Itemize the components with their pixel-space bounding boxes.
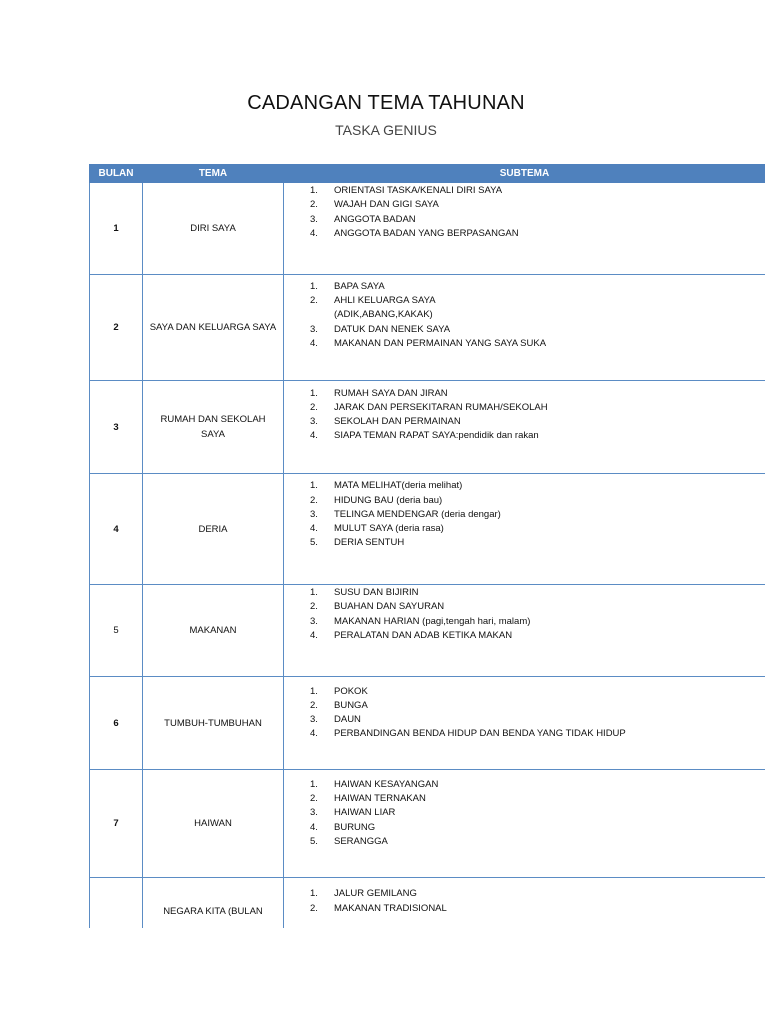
subtema-number: 4. [310,629,318,641]
subtema-number: 1. [310,685,318,697]
cell-tema [143,878,284,929]
subtema-item [310,280,765,294]
cell-subtema [284,474,766,585]
subtema-number: 2. [310,699,318,711]
subtema-item [310,586,765,600]
theme-table-container [89,164,765,928]
subtema-text: MATA MELIHAT(deria melihat) [334,480,463,492]
document-title: CADANGAN TEMA TAHUNAN [247,92,525,114]
theme-table [89,164,765,928]
cell-bulan: 3 [90,381,143,474]
subtema-text: DERIA SENTUH [334,537,405,549]
subtema-number: 3. [310,416,318,427]
subtema-number: 4. [310,430,318,442]
subtema-text: HIDUNG BAU (deria bau) [334,494,443,506]
table-row [90,770,766,878]
cell-bulan: 6 [90,677,143,770]
subtema-number: 4. [310,337,318,349]
document-subtitle: TASKA GENIUS [335,122,437,138]
subtema-text: ORIENTASI TASKA/KENALI DIRI SAYA [334,185,503,197]
subtema-list [310,184,765,241]
subtema-text: DATUK DAN NENEK SAYA [334,323,451,335]
subtema-number: 3. [310,508,318,520]
subtema-item [310,727,765,741]
header-tema: TEMA [143,165,284,183]
tema-label: TUMBUH-TUMBUHAN [164,717,262,729]
subtema-number: 2. [310,199,318,211]
subtema-text: SIAPA TEMAN RAPAT SAYA:pendidik dan rakan [334,430,539,442]
subtema-item [310,479,765,493]
cell-bulan: 5 [90,585,143,677]
subtema-text: BUNGA [334,699,368,711]
cell-subtema [284,585,766,677]
subtema-item [310,713,765,727]
subtema-item [310,522,765,536]
table-row [90,585,766,677]
cell-tema [143,585,284,677]
cell-tema [143,677,284,770]
table-header-row [90,165,766,183]
subtema-item [310,213,765,227]
subtema-list [310,586,765,643]
tema-label: DERIA [198,523,228,535]
subtema-item [310,835,765,849]
table-row [90,474,766,585]
subtema-item [310,323,765,337]
subtema-item [310,184,765,198]
tema-label: MAKANAN [189,625,237,636]
subtema-text: ANGGOTA BADAN YANG BERPASANGAN [334,227,519,239]
subtema-number: 1. [310,480,318,492]
subtema-text: BUAHAN DAN SAYURAN [334,601,445,613]
subtema-text: PERBANDINGAN BENDA HIDUP DAN BENDA YANG TIDAK HIDUP [334,728,626,740]
cell-subtema [284,770,766,878]
subtema-text: TELINGA MENDENGAR (deria dengar) [334,508,501,520]
subtema-item [310,778,765,792]
subtema-text-continued: (ADIK,ABANG,KAKAK) [334,309,433,321]
subtema-text: HAIWAN LIAR [334,807,396,819]
subtema-number: 4. [310,227,318,239]
subtema-number: 2. [310,494,318,506]
subtema-text: MULUT SAYA (deria rasa) [334,523,444,535]
subtema-text: SERANGGA [334,835,388,847]
subtema-list [310,685,765,742]
header-subtema: SUBTEMA [284,165,766,183]
subtema-item [310,699,765,713]
subtema-text: MAKANAN TRADISIONAL [334,902,447,914]
table-row [90,183,766,275]
cell-bulan: 1 [90,183,143,275]
subtema-item [310,887,765,901]
cell-tema [143,275,284,381]
subtema-number: 2. [310,793,318,805]
subtema-list [310,387,765,444]
subtema-list [310,887,765,915]
header-bulan: BULAN [90,165,143,183]
subtema-number: 1. [310,888,318,900]
cell-subtema [284,878,766,929]
subtema-text: SEKOLAH DAN PERMAINAN [334,416,461,427]
tema-label: HAIWAN [194,818,232,829]
subtema-number: 5. [310,835,318,847]
cell-bulan: 7 [90,770,143,878]
subtema-item [310,415,765,429]
subtema-text: DAUN [334,714,361,725]
subtema-item [310,600,765,614]
subtema-item [310,294,765,322]
subtema-list [310,479,765,550]
subtema-number: 3. [310,213,318,225]
subtema-item [310,494,765,508]
subtema-number: 3. [310,615,318,627]
subtema-text: SUSU DAN BIJIRIN [334,587,419,599]
subtema-item [310,387,765,401]
cell-bulan: 2 [90,275,143,381]
tema-label: NEGARA KITA (BULAN [163,906,263,917]
cell-subtema [284,677,766,770]
subtema-number: 1. [310,778,318,790]
subtema-item [310,536,765,550]
tema-label: RUMAH DAN SEKOLAH SAYA [160,414,266,440]
subtema-text: RUMAH SAYA DAN JIRAN [334,387,448,399]
subtema-number: 4. [310,728,318,740]
table-row [90,878,766,929]
subtema-text: WAJAH DAN GIGI SAYA [334,199,439,211]
subtema-text: HAIWAN TERNAKAN [334,793,426,805]
subtema-item [310,792,765,806]
subtema-number: 2. [310,401,318,413]
subtema-item [310,227,765,241]
subtema-number: 3. [310,714,318,725]
cell-subtema [284,381,766,474]
table-row [90,381,766,474]
cell-bulan [90,878,143,929]
subtema-text: MAKANAN HARIAN (pagi,tengah hari, malam) [334,615,531,627]
subtema-item [310,821,765,835]
subtema-text: ANGGOTA BADAN [334,213,416,225]
cell-subtema [284,183,766,275]
subtema-number: 2. [310,601,318,613]
cell-tema [143,770,284,878]
subtema-item [310,337,765,351]
subtema-item [310,629,765,643]
subtema-number: 1. [310,185,318,197]
subtema-text: BAPA SAYA [334,280,385,292]
subtema-text: POKOK [334,685,368,697]
cell-tema [143,474,284,585]
subtema-item [310,615,765,629]
subtema-number: 5. [310,537,318,549]
subtema-text: AHLI KELUARGA SAYA [334,295,436,307]
subtema-number: 4. [310,821,318,833]
subtema-text: PERALATAN DAN ADAB KETIKA MAKAN [334,629,513,641]
subtema-item [310,401,765,415]
subtema-text: BURUNG [334,821,376,833]
subtema-text: MAKANAN DAN PERMAINAN YANG SAYA SUKA [334,337,547,349]
subtema-number: 1. [310,280,318,292]
subtema-item [310,685,765,699]
subtema-text: HAIWAN KESAYANGAN [334,778,439,790]
table-row [90,275,766,381]
subtema-number: 1. [310,387,318,399]
cell-tema [143,183,284,275]
subtema-item [310,429,765,443]
cell-subtema [284,275,766,381]
subtema-number: 1. [310,587,318,599]
subtema-text: JARAK DAN PERSEKITARAN RUMAH/SEKOLAH [334,401,548,413]
subtema-list [310,280,765,351]
subtema-number: 2. [310,295,318,307]
subtema-number: 4. [310,523,318,535]
subtema-number: 2. [310,902,318,914]
cell-bulan: 4 [90,474,143,585]
subtema-item [310,198,765,212]
subtema-number: 3. [310,323,318,335]
subtema-list [310,778,765,849]
tema-label: SAYA DAN KELUARGA SAYA [149,322,277,333]
subtema-number: 3. [310,807,318,819]
subtema-item [310,902,765,916]
tema-label: DIRI SAYA [190,223,236,234]
subtema-text: JALUR GEMILANG [334,888,417,900]
cell-tema [143,381,284,474]
table-row [90,677,766,770]
subtema-item [310,508,765,522]
subtema-item [310,806,765,820]
